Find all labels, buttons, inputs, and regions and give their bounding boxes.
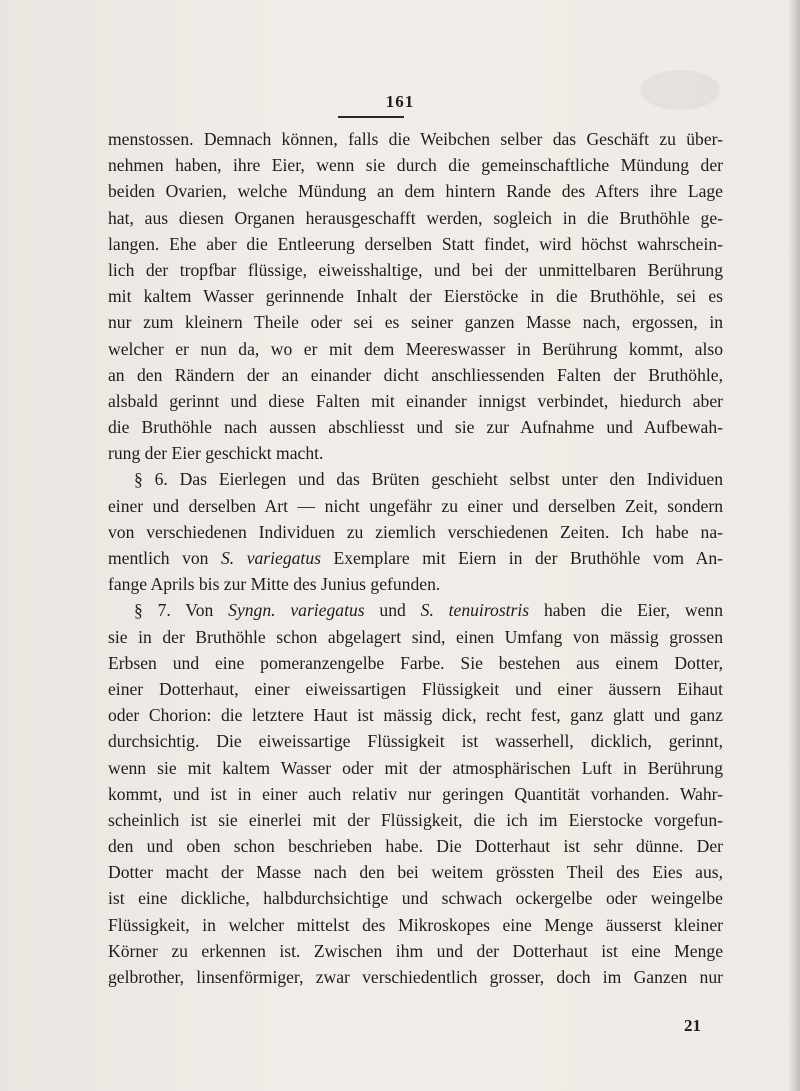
text-line: rung der Eier geschickt macht.: [108, 443, 324, 464]
text-line: mit kaltem Wasser gerinnende Inhalt der Eierstöcke in die Bruthöhle, sei es: [108, 286, 723, 307]
text-line: Erbsen und eine pomeranzengelbe Farbe. Sie bestehen aus einem Dotter,: [108, 652, 723, 673]
text-line: ist eine dickliche, halbdurchsichtige und schwach ockergelbe oder weingelbe: [108, 888, 723, 909]
text-line: fange Aprils bis zur Mitte des Junius gefunden.: [108, 574, 441, 595]
text-line: [108, 990, 723, 1016]
text-line: Dotter macht der Masse nach den bei weitem grössten Theil des Eies aus,: [108, 862, 723, 883]
text-line: welcher er nun da, wo er mit dem Meereswasser in Berührung kommt, also: [108, 338, 723, 359]
text-line: menstossen. Demnach können, falls die Weibchen selber das Geschäft zu über-: [108, 129, 723, 149]
text-line: gelbrother, linsenförmiger, zwar verschiedentlich grosser, doch im Ganzen nur: [108, 967, 723, 987]
text-line: wenn sie mit kaltem Wasser oder mit der atmosphärischen Luft in Berührung: [108, 757, 723, 778]
text-line: Flüssigkeit, in welcher mittelst des Mikroskopes eine Menge äusserst kleiner: [108, 914, 723, 935]
body-text: [108, 126, 723, 1016]
text-line: einer und derselben Art — nicht ungefähr zu einer und derselben Zeit, sondern: [108, 495, 723, 516]
page-edge-shadow: [788, 0, 800, 1091]
text-line: alsbald gerinnt und diese Falten mit einander innigst verbindet, hiedurch aber: [108, 390, 723, 411]
species-name: Syngn. variegatus: [228, 600, 365, 621]
text-line: kommt, und ist in einer auch relativ nur geringen Quantität vorhanden. Wahr-: [108, 783, 723, 804]
text-line: beiden Ovarien, welche Mündung an dem hintern Rande des Afters ihre Lage: [108, 181, 723, 202]
text-line: oder Chorion: die letztere Haut ist mässig dick, recht fest, ganz glatt und ganz: [108, 705, 723, 726]
text-line: die Bruthöhle nach aussen abschliesst und sie zur Aufnahme und Aufbewah-: [108, 417, 723, 438]
text-line: sie in der Bruthöhle schon abgelagert sind, einen Umfang von mässig grossen: [108, 626, 723, 647]
text-line: durchsichtig. Die eiweissartige Flüssigkeit ist wasserhell, dicklich, gerinnt,: [108, 731, 723, 752]
text-line: von verschiedenen Individuen zu ziemlich verschiedenen Zeiten. Ich habe na-: [108, 521, 723, 542]
text-line: mentlich von S. variegatus Exemplare mit Eiern in der Bruthöhle vom An-: [108, 548, 723, 568]
paragraph-start: § 7. Von Syngn. variegatus und S. tenuirostris haben die Eier, wenn: [134, 600, 723, 621]
text-line: nehmen haben, ihre Eier, wenn sie durch die gemeinschaftliche Mündung der: [108, 155, 723, 176]
text-line: an den Rändern der an einander dicht anschliessenden Falten der Bruthöhle,: [108, 364, 723, 385]
text-line: lich der tropfbar flüssige, eiweisshaltige, und bei der unmittelbaren Berührung: [108, 259, 723, 280]
species-name: S. variegatus: [220, 548, 321, 568]
signature-mark: 21: [684, 1016, 701, 1035]
text-line: scheinlich ist sie einerlei mit der Flüssigkeit, die ich im Eierstocke vorgefun-: [108, 809, 723, 830]
paragraph-start: § 6. Das Eierlegen und das Brüten geschieht selbst unter den Individuen: [134, 469, 723, 490]
text-line: langen. Ehe aber die Entleerung derselben Statt findet, wird höchst wahrschein-: [108, 233, 723, 254]
text-line: den und oben schon beschrieben habe. Die Dotterhaut ist sehr dünne. Der: [108, 836, 723, 857]
text-line: nur zum kleinern Theile oder sei es seiner ganzen Masse nach, ergossen, in: [108, 312, 723, 333]
page-number: 161: [385, 92, 415, 111]
text-line: einer Dotterhaut, einer eiweissartigen Flüssigkeit und einer äussern Eihaut: [108, 678, 723, 699]
species-name: S. tenuirostris: [420, 600, 530, 621]
header-rule: [338, 116, 404, 118]
text-line: Körner zu erkennen ist. Zwischen ihm und der Dotterhaut ist eine Menge: [108, 940, 723, 961]
text-line: hat, aus diesen Organen herausgeschafft werden, sogleich in die Bruthöhle ge-: [108, 207, 723, 228]
